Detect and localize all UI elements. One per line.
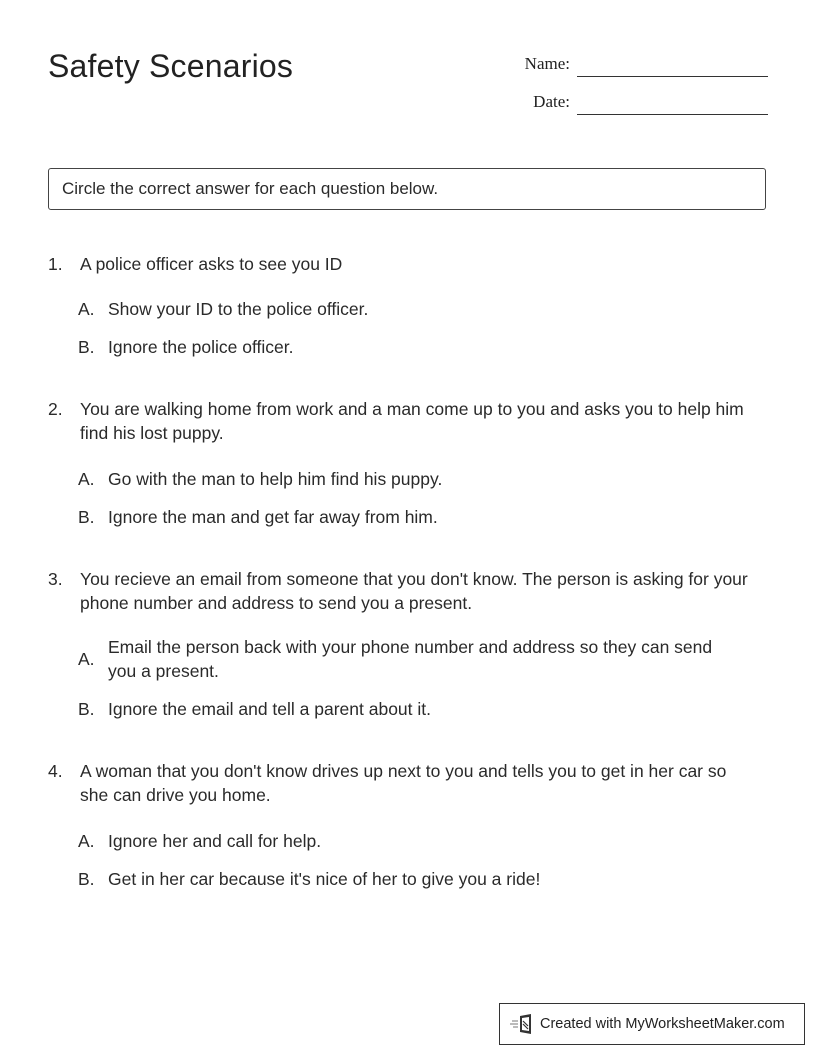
question-3 [48,567,770,735]
question-number: 4. [48,761,63,781]
question-4 [48,759,770,905]
question-text: A woman that you don't know drives up next to you and tells you to get in her car so she can drive you home. [80,761,727,805]
answer-letter: A. [78,469,95,489]
instructions-text: Circle the correct answer for each question below. [62,179,439,198]
answer-text: Go with the man to help him find his puppy. [108,469,443,489]
answer-option-a[interactable] [78,467,770,491]
answer-option-b[interactable] [78,867,770,891]
worksheet-maker-logo-icon [510,1012,536,1036]
answer-letter: B. [78,869,95,889]
answer-text: Ignore the police officer. [108,337,294,357]
date-line[interactable] [577,114,768,115]
page-title: Safety Scenarios [48,48,294,84]
name-label: Name: [524,54,570,73]
question-text: You recieve an email from someone that you don't know. The person is asking for your phone number and address to send you a present. [80,569,748,613]
answer-text: Show your ID to the police officer. [108,299,369,319]
answer-option-b[interactable] [78,335,770,359]
footer-text: Created with MyWorksheetMaker.com [540,1016,785,1032]
question-text: A police officer asks to see you ID [80,254,343,274]
answer-option-a[interactable] [78,297,770,321]
answer-text: Ignore the man and get far away from him. [108,507,438,527]
answer-option-b[interactable] [78,697,770,721]
answer-option-a[interactable] [78,635,770,683]
question-number: 1. [48,254,63,274]
instructions-box [48,168,766,210]
answer-letter: B. [78,337,95,357]
answer-letter: B. [78,507,95,527]
name-line[interactable] [577,76,768,77]
answer-option-b[interactable] [78,505,770,529]
answer-letter: A. [78,831,95,851]
footer-credit[interactable] [499,1003,805,1045]
answer-text: Get in her car because it's nice of her to give you a ride! [108,869,541,889]
question-1 [48,252,770,373]
answer-option-a[interactable] [78,829,770,853]
date-label: Date: [533,92,570,111]
question-text: You are walking home from work and a man come up to you and asks you to help him find his lost puppy. [80,399,744,443]
answer-text: Ignore her and call for help. [108,831,322,851]
answer-text: Ignore the email and tell a parent about it. [108,699,431,719]
answer-text: Email the person back with your phone number and address so they can send you a present. [108,637,713,681]
answer-letter: A. [78,649,95,669]
question-number: 3. [48,569,63,589]
question-number: 2. [48,399,63,419]
question-2 [48,397,770,543]
answer-letter: B. [78,699,95,719]
answer-letter: A. [78,299,95,319]
